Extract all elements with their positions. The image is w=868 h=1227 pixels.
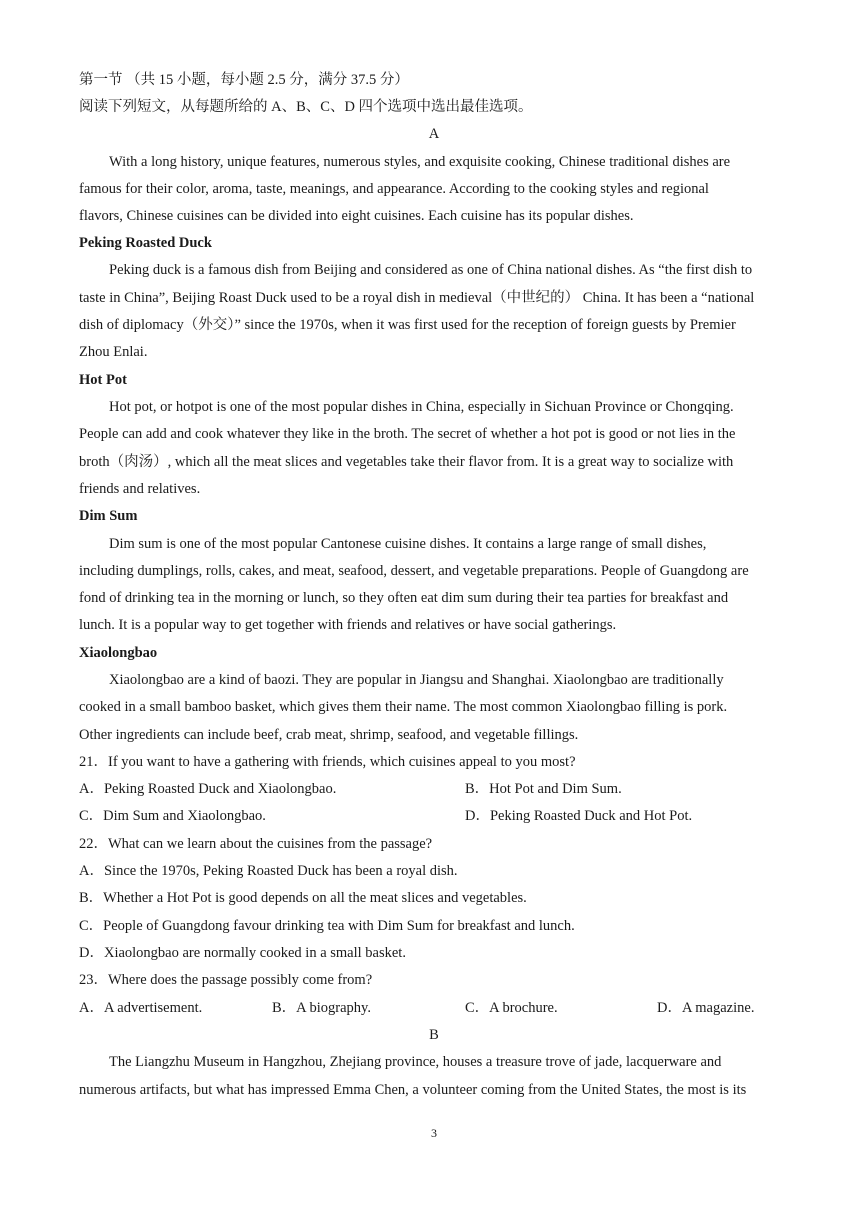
paragraph-line: Zhou Enlai. [79,344,148,360]
paragraph-line: The Liangzhu Museum in Hangzhou, Zhejiang province, houses a treasure trove of jade, lacquerware and [109,1054,722,1070]
paragraph-line: Other ingredients can include beef, crab meat, shrimp, seafood, and vegetable fillings. [79,727,579,743]
question-21-option-b[interactable]: B．Hot Pot and Dim Sum. [465,781,622,797]
paragraph-line: People can add and cook whatever they like in the broth. The secret of whether a hot pot is good or not lies in the [79,426,736,442]
question-21-option-d[interactable]: D．Peking Roasted Duck and Hot Pot. [465,808,693,824]
question-21-stem: 21．If you want to have a gathering with friends, which cuisines appeal to you most? [79,754,576,770]
passage-a-intro-line: With a long history, unique features, numerous styles, and exquisite cooking, Chinese traditional dishes are [109,154,731,170]
question-23-option-c[interactable]: C．A brochure. [465,1000,558,1016]
section-header: 第一节 （共 15 小题，每小题 2.5 分，满分 37.5 分） [79,72,409,88]
question-22-stem: 22．What can we learn about the cuisines from the passage? [79,836,433,852]
passage-a-intro-line: flavors, Chinese cuisines can be divided into eight cuisines. Each cuisine has its popular dishes. [79,208,634,224]
question-22-option-d[interactable]: D．Xiaolongbao are normally cooked in a small basket. [79,945,406,961]
passage-a-label: A [428,126,440,142]
question-23-option-b[interactable]: B．A biography. [272,1000,371,1016]
question-22-option-c[interactable]: C．People of Guangdong favour drinking tea with Dim Sum for breakfast and lunch. [79,918,575,934]
heading-peking-duck: Peking Roasted Duck [79,235,212,251]
page-number: 3 [431,1126,437,1140]
paragraph-line: Dim sum is one of the most popular Cantonese cuisine dishes. It contains a large range of small dishes, [109,536,707,552]
question-23-option-d[interactable]: D．A magazine. [657,1000,755,1016]
heading-hot-pot: Hot Pot [79,372,127,388]
question-21-option-c[interactable]: C．Dim Sum and Xiaolongbao. [79,808,266,824]
question-23-option-a[interactable]: A．A advertisement. [79,1000,203,1016]
paragraph-line: lunch. It is a popular way to get together with friends and relatives or have social gatherings. [79,617,617,633]
paragraph-line: Xiaolongbao are a kind of baozi. They are popular in Jiangsu and Shanghai. Xiaolongbao are traditionally [109,672,724,688]
paragraph-line: cooked in a small bamboo basket, which gives them their name. The most common Xiaolongbao filling is pork. [79,699,728,715]
paragraph-line: Hot pot, or hotpot is one of the most popular dishes in China, especially in Sichuan Province or Chongqing. [109,399,734,415]
question-21-option-a[interactable]: A．Peking Roasted Duck and Xiaolongbao. [79,781,337,797]
paragraph-line: broth（肉汤）, which all the meat slices and vegetables take their flavor from. It is a great way to socialize with [79,454,734,470]
question-23-stem: 23．Where does the passage possibly come from? [79,972,373,988]
paragraph-line: taste in China”, Beijing Roast Duck used to be a royal dish in medieval（中世纪的） China. It has been a “national [79,290,755,306]
heading-dim-sum: Dim Sum [79,508,138,524]
heading-xiaolongbao: Xiaolongbao [79,645,158,661]
paragraph-line: Peking duck is a famous dish from Beijing and considered as one of China national dishes. As “the first dish to [109,262,753,278]
paragraph-line: dish of diplomacy（外交）” since the 1970s, when it was first used for the reception of foreign guests by Premier [79,317,736,333]
paragraph-line: fond of drinking tea in the morning or lunch, so they often eat dim sum during their tea parties for breakfast and [79,590,729,606]
question-22-option-a[interactable]: A．Since the 1970s, Peking Roasted Duck has been a royal dish. [79,863,458,879]
passage-b-label: B [429,1027,439,1043]
question-22-option-b[interactable]: B．Whether a Hot Pot is good depends on all the meat slices and vegetables. [79,890,527,906]
paragraph-line: including dumplings, rolls, cakes, and meat, seafood, dessert, and vegetable preparations. People of Guangdong are [79,563,749,579]
instruction: 阅读下列短文，从每题所给的 A、B、C、D 四个选项中选出最佳选项。 [79,99,533,115]
paragraph-line: numerous artifacts, but what has impressed Emma Chen, a volunteer coming from the United States, the most is its [79,1082,747,1098]
passage-a-intro-line: famous for their color, aroma, taste, meanings, and appearance. According to the cooking styles and regional [79,181,709,197]
paragraph-line: friends and relatives. [79,481,201,497]
